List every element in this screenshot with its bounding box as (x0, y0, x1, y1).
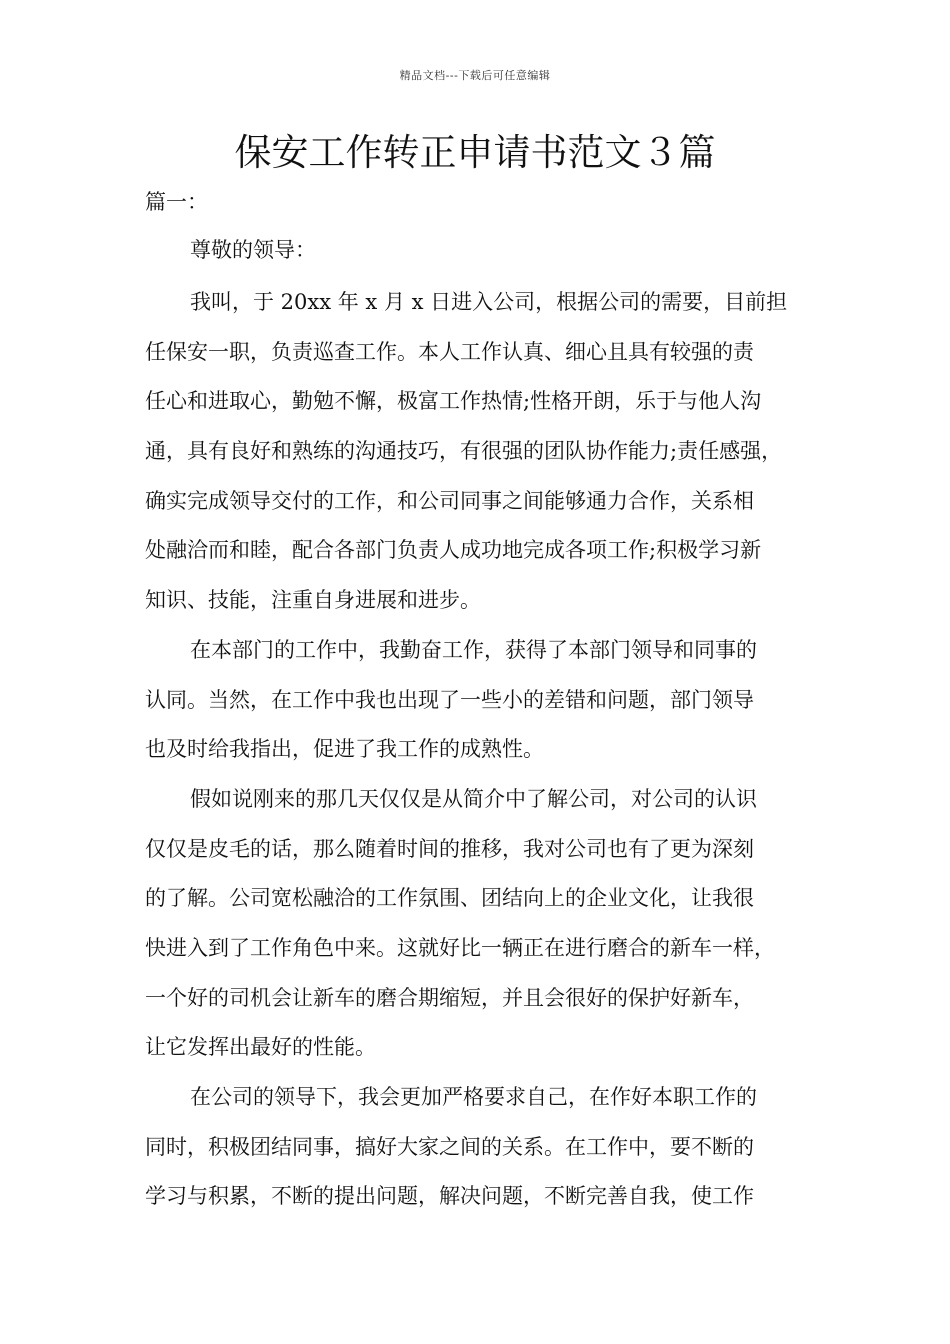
paragraph-3 (145, 775, 810, 1073)
paragraph-2 (145, 626, 810, 775)
section-label: 篇一： (145, 190, 208, 214)
paragraph-line: 任心和进取心，勤勉不懈，极富工作热情;性格开朗，乐于与他人沟 (145, 389, 762, 414)
paragraph-line: 在公司的领导下，我会更加严格要求自己，在作好本职工作的 (190, 1085, 757, 1109)
paragraph-line: 认同。当然，在工作中我也出现了一些小的差错和问题，部门领导 (145, 687, 754, 712)
header-note: 精品文档---下载后可任意编辑 (399, 69, 551, 82)
paragraph-line: 我叫，于 20xx 年 x 月 x 日进入公司，根据公司的需要，目前担 (190, 290, 788, 314)
paragraph-line: 在本部门的工作中，我勤奋工作，获得了本部门领导和同事的 (190, 637, 757, 662)
paragraph-line: 知识、技能，注重自身进展和进步。 (145, 588, 481, 613)
salutation: 尊敬的领导： (190, 238, 316, 262)
document-body (145, 180, 810, 1222)
paragraph-1 (145, 278, 810, 626)
paragraph-line: 让它发挥出最好的性能。 (145, 1035, 376, 1060)
document-title: 保安工作转正申请书范文３篇 (234, 131, 716, 174)
paragraph-4 (145, 1073, 810, 1222)
paragraph-line: 的了解。公司宽松融洽的工作氛围、团结向上的企业文化，让我很 (145, 886, 754, 911)
paragraph-line: 任保安一职，负责巡查工作。本人工作认真、细心且具有较强的责 (145, 339, 754, 364)
paragraph-line: 假如说刚来的那几天仅仅是从简介中了解公司，对公司的认识 (190, 786, 757, 811)
paragraph-line: 确实完成领导交付的工作，和公司同事之间能够通力合作，关系相 (145, 488, 754, 513)
paragraph-line: 一个好的司机会让新车的磨合期缩短，并且会很好的保护好新车， (145, 985, 754, 1010)
paragraph-line: 同时，积极团结同事，搞好大家之间的关系。在工作中，要不断的 (145, 1134, 754, 1159)
paragraph-line: 通，具有良好和熟练的沟通技巧，有很强的团队协作能力;责任感强， (145, 439, 783, 464)
paragraph-line: 学习与积累，不断的提出问题，解决问题，不断完善自我，使工作 (145, 1184, 754, 1209)
paragraph-line: 快进入到了工作角色中来。这就好比一辆正在进行磨合的新车一样， (145, 935, 775, 960)
paragraph-line: 也及时给我指出，促进了我工作的成熟性。 (145, 737, 544, 762)
paragraph-line: 处融洽而和睦，配合各部门负责人成功地完成各项工作;积极学习新 (145, 538, 762, 563)
paragraph-line: 仅仅是皮毛的话，那么随着时间的推移，我对公司也有了更为深刻 (145, 836, 754, 861)
